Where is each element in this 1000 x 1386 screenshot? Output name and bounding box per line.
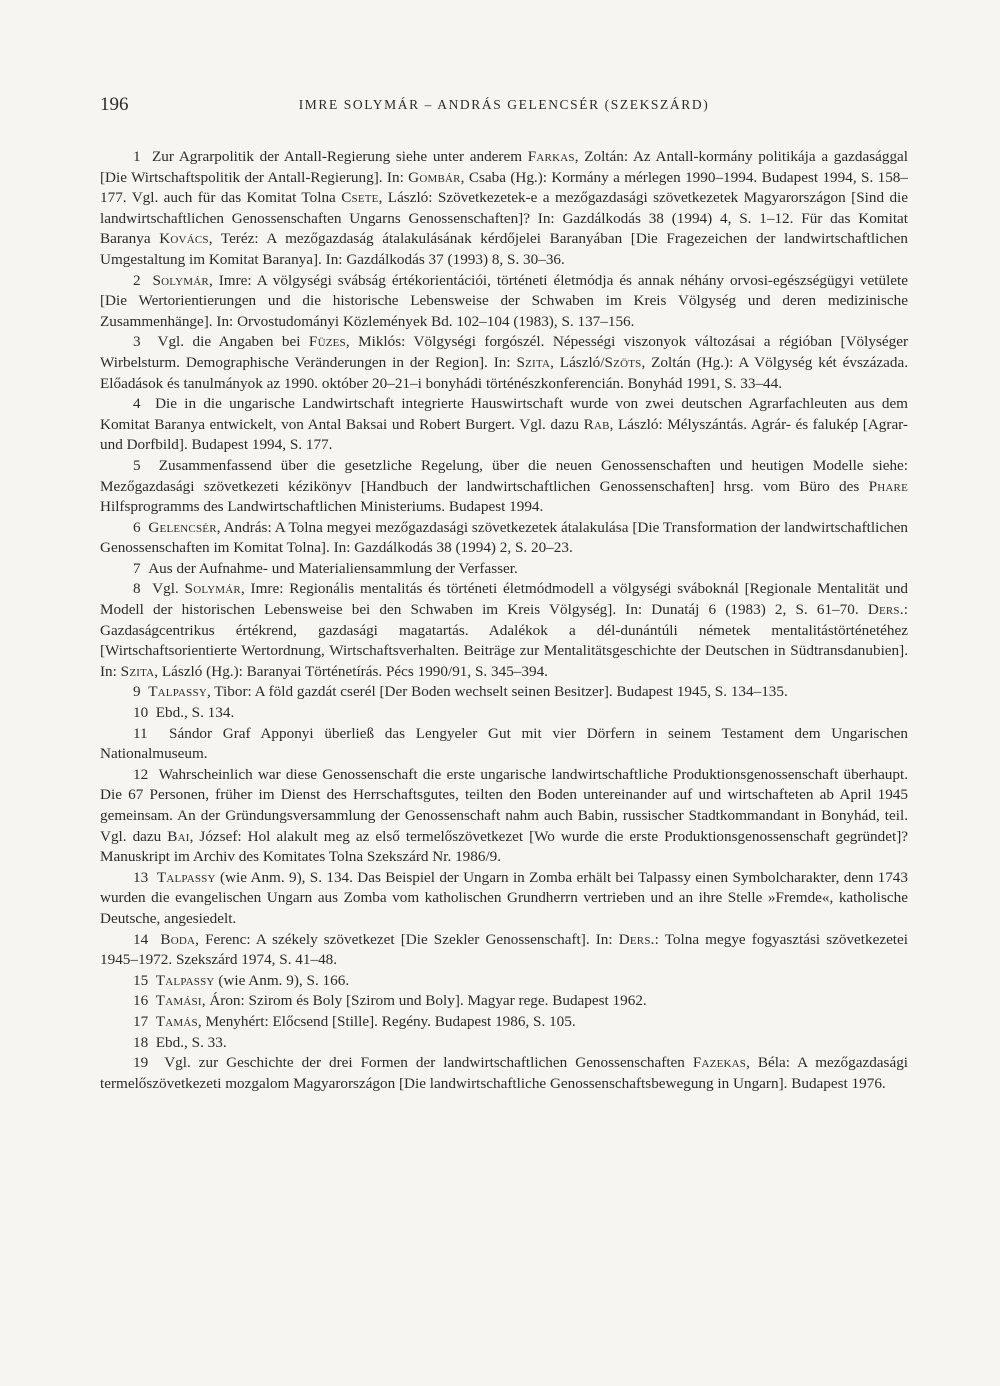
footnote-number: 7 [133,559,141,577]
author-name: Gombár [408,168,461,186]
footnote [100,1033,908,1054]
footnote-number: 16 [133,992,149,1010]
footnote-number: 17 [133,1012,149,1030]
footnote-text: : Tolna megye fogyasztási szövetkezetei 1945–1972. Szekszárd 1974, S. 41–48. [100,930,908,969]
footnote [100,724,908,765]
footnote-text: (wie Anm. 9), S. 166. [214,971,350,989]
author-name: Talpassy [156,868,216,886]
footnote-number: 3 [133,333,141,351]
author-name: Solymár [184,580,241,598]
footnote-text: Die in die ungarische Landwirtschaft integrierte Hauswirtschaft wurde von zwei deutschen Agrarfachleuten aus dem Komitat Baranya entwickelt, von Antal Baksai und Robert Burgert. Vgl. dazu [100,395,908,433]
author-name: Füzes [308,333,346,351]
footnote [100,1053,908,1094]
footnote-text: , Menyhért: Előcsend [Stille]. Regény. Budapest 1986, S. 105. [197,1012,576,1030]
footnote-number: 18 [133,1033,149,1051]
footnote [100,394,908,456]
footnote-text: , László (Hg.): Baranyai Történetírás. Pécs 1990/91, S. 345–394. [154,662,548,680]
footnote-text: , Imre: Regionális mentalitás és történeti életmódmodell a völgységi sváboknál [Regionale Mentalität und Modell der historischen Lebensweise bei den Schwaben im Kreis Völgység]. In: Dunatáj 6 (1983) 2, S. 61–70. [100,580,909,619]
footnote-number: 19 [133,1054,149,1072]
page-header [100,94,908,118]
footnote-text: , József: Hol alakult meg az első termelőszövetkezet [Wo wurde die erste Produktionsgenossenschaft gegründet]? Manuskript im Archiv des Komitates Tolna Szekszárd Nr. 1986/9. [100,827,908,866]
footnote-number: 1 [133,148,141,165]
footnote [100,456,908,518]
footnote-text: , Csaba (Hg.): Kormány a mérlegen 1990–1994. Budapest 1994, S. 158–177. Vgl. auch für das Komitat Tolna [100,168,908,207]
footnote-text: Vgl. [152,580,185,598]
footnote-number: 14 [133,930,149,948]
footnote-text: Ebd., S. 33. [155,1033,227,1051]
author-name: Phare [868,477,908,495]
footnote-text: Aus der Aufnahme- und Materialiensammlung der Verfasser. [148,559,518,577]
footnote-text: Wahrscheinlich war diese Genossenschaft die erste ungarische landwirtschaftliche Produktionsgenossenschaft überhaupt. Die 67 Personen, früher im Dienst des Herrschaftsgutes, teilten den Boden untereinander auf und wirtschafteten ab April 1945 gemeinsam. An der Gründungsversammlung der Genossenschaft nahm auch Babin, russischer Stadtkommandant in Bonyhád, teil. Vgl. dazu [100,765,909,845]
footnote [100,147,908,271]
author-name: Szöts [604,353,642,371]
footnote [100,971,908,992]
footnote-text: , László: Mélyszántás. Agrár- és falukép [Agrar- und Dorfbild]. Budapest 1994, S. 177. [100,415,908,454]
footnote-number: 11 [133,724,148,742]
footnote-number: 15 [133,971,149,989]
author-name: Ders. [618,930,655,948]
footnote-text: , Teréz: A mezőgazdaság átalakulásának kérdőjelei Baranyában [Die Fragezeichen der landwirtschaftlichen Umgestaltung im Komitat Baranya]. In: Gazdálkodás 37 (1993) 8, S. 30–36. [100,230,908,268]
author-name: Farkas [527,148,575,165]
footnote [100,765,908,868]
footnote-number: 4 [133,395,141,413]
footnote [100,271,908,333]
footnote [100,991,908,1012]
footnote [100,579,908,682]
author-name: Talpassy [148,683,207,701]
footnote-text: , Imre: A völgységi svábság értékorientációi, történeti életmódja és annak néhány orvosi-egészségügyi vetülete [Die Wertorientierungen und die historische Lebensweise der Schwaben im Kreis Völgység und deren medizinische Zusammenhänge]. In: Orvostudományi Közlemények Bd. 102–104 (1983), S. 137–156. [100,271,908,330]
footnote-text: , Zoltán: Az Antall-kormány politikája a gazdasággal [Die Wirtschaftspolitik der Antall-Regierung]. In: [100,148,908,186]
author-name: Bai [167,827,190,845]
footnote [100,332,908,394]
footnote-text: , Ferenc: A székely szövetkezet [Die Szekler Genossenschaft]. In: [195,930,619,948]
footnote [100,682,908,703]
footnote-number: 8 [133,580,141,598]
author-name: Szita [120,662,155,680]
author-name: Fazekas [692,1054,747,1072]
footnote-text: Hilfsprogramms des Landwirtschaftlichen Ministeriums. Budapest 1994. [100,498,544,516]
footnote [100,1012,908,1033]
author-name: Ders. [867,601,904,619]
footnote-number: 6 [133,518,141,536]
author-name: Szita [516,353,551,371]
footnote-number: 10 [133,704,149,722]
footnote [100,518,908,559]
footnote-text: , László: Szövetkezetek-e a mezőgazdasági szövetkezetek Magyarországon [Sind die landwirtschaftlichen Genossenschaften Ungarns Genossenschaften]? In: Gazdálkodás 38 (1994) 4, S. 1–12. Für das Komitat Baranya [100,189,909,248]
footnote-text: Vgl. zur Geschichte der drei Formen der landwirtschaftlichen Genossenschaften [164,1054,693,1072]
footnote-text: Vgl. die Angaben bei [157,333,309,351]
author-name: Tamás [155,1012,198,1030]
footnote-text: , Áron: Szirom és Boly [Szirom und Boly]. Magyar rege. Budapest 1962. [201,992,647,1010]
footnote-text: , Tibor: A föld gazdát cserél [Der Boden wechselt seinen Besitzer]. Budapest 1945, S. 134–135. [206,683,788,701]
page-number: 196 [100,94,129,115]
footnote [100,930,908,971]
footnote-text: , András: A Tolna megyei mezőgazdasági szövetkezetek átalakulása [Die Transformation der landwirtschaftlichen Genossenschaften im Komitat Tolna]. In: Gazdálkodás 38 (1994) 2, S. 20–23. [100,518,908,557]
footnote-text: Sándor Graf Apponyi überließ das Lengyeler Gut mit vier Dörfern in seinem Testament dem Ungarischen Nationalmuseum. [100,724,909,763]
author-name: Talpassy [155,971,215,989]
footnote-text: Zur Agrarpolitik der Antall-Regierung siehe unter anderem [152,148,528,165]
footnote-text: , Zoltán (Hg.): A Völgység két évszázada. Előadások és tanulmányok az 1990. október 20–21–i bonyhádi történészkonferencián. Bonyhád 1991, S. 33–44. [100,353,909,392]
author-name: Rab [583,415,610,433]
author-name: Boda [160,930,196,948]
footnote-text: , László/ [550,353,605,371]
footnote-text: , Béla: A mezőgazdasági termelőszövetkezeti mozgalom Magyarországon [Die landwirtschaftliche Genossenschaftsbewegung in Ungarn]. Budapest 1976. [100,1054,909,1092]
footnote [100,868,908,930]
footnote-number: 5 [133,456,141,474]
footnote-number: 2 [133,271,141,289]
footnote-text: , Miklós: Völgységi forgószél. Népességi viszonyok változásai a régióban [Völységer Wirbelsturm. Demographische Veränderungen in der Region]. In: [100,333,909,371]
footnote-text: Ebd., S. 134. [155,704,235,722]
footnote [100,703,908,724]
author-name: Gelencsér [148,518,217,536]
footnotes [100,147,908,1094]
author-name: Kovács [159,230,209,248]
footnote-number: 9 [133,683,141,701]
footnote-text: : Gazdaságcentrikus értékrend, gazdasági magatartás. Adalékok a dél-dunántúli németek mentalitástörténetéhez [Wirtschaftsorientierte Wertordnung, Wirtschaftsverhalten. Beiträge zur Mentalitätsgeschichte der Deutschen in Südtransdanubien]. In: [100,601,908,680]
author-name: Csete [341,189,379,207]
footnote-text: (wie Anm. 9), S. 134. Das Beispiel der Ungarn in Zomba erhält bei Talpassy einen Symbolcharakter, denn 1743 wurden die evangelischen Ungarn aus Zomba vom katholischen Grundherrn vertrieben und an ihre Stelle »Fremde«, katholische Deutsche, angesiedelt. [100,868,908,927]
footnote-number: 12 [133,765,149,783]
author-name: Tamási [155,992,202,1010]
running-head: IMRE SOLYMÁR – ANDRÁS GELENCSÉR (SZEKSZÁRD) [298,97,710,112]
footnote-text: Zusammenfassend über die gesetzliche Regelung, über die neuen Genossenschaften und heutigen Modelle siehe: Mezőgazdasági szövetkezeti kézikönyv [Handbuch der landwirtschaftlichen Genossenschaften] hrsg. vom Büro des [100,456,909,495]
footnote [100,559,908,580]
footnote-number: 13 [133,868,149,886]
author-name: Solymár [152,271,209,289]
